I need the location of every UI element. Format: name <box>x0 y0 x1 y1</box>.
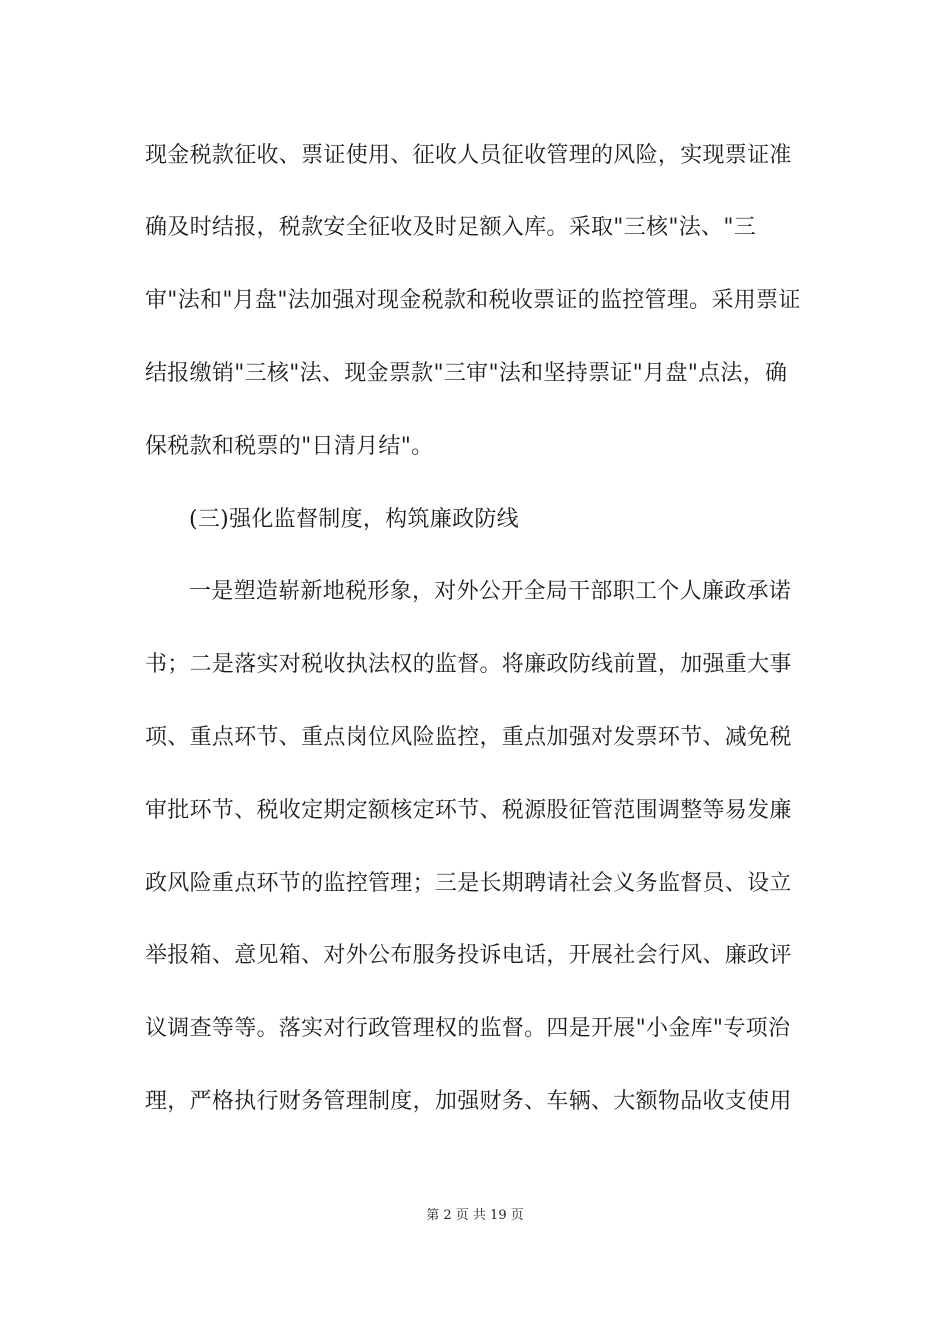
body-text-line: 结报缴销"三核"法、现金票款"三审"法和坚持票证"月盘"点法，确 <box>145 361 788 386</box>
body-text-line: 审批环节、税收定期定额核定环节、税源股征管范围调整等易发廉 <box>145 798 792 823</box>
body-text-line: 审"法和"月盘"法加强对现金税款和税收票证的监控管理。采用票证 <box>145 288 801 313</box>
body-text-line: 政风险重点环节的监控管理；三是长期聘请社会义务监督员、设立 <box>145 871 792 896</box>
body-text-line: 保税款和税票的"日清月结"。 <box>145 434 434 459</box>
body-text-line: 议调查等等。落实对行政管理权的监督。四是开展"小金库"专项治 <box>145 1016 791 1041</box>
page-number-footer: 第 2 页 共 19 页 <box>426 1208 524 1223</box>
body-text-line: 确及时结报，税款安全征收及时足额入库。采取"三核"法、"三 <box>145 215 757 240</box>
body-text-line: 一是塑造崭新地税形象，对外公开全局干部职工个人廉政承诺 <box>189 579 792 604</box>
section-heading: (三)强化监督制度，构筑廉政防线 <box>189 507 519 532</box>
body-text-line: 理，严格执行财务管理制度，加强财务、车辆、大额物品收支使用 <box>145 1089 792 1114</box>
body-text-line: 项、重点环节、重点岗位风险监控，重点加强对发票环节、减免税 <box>145 725 792 750</box>
body-text-line: 书；二是落实对税收执法权的监督。将廉政防线前置，加强重大事 <box>145 652 792 677</box>
body-text-line: 举报箱、意见箱、对外公布服务投诉电话，开展社会行风、廉政评 <box>145 943 792 968</box>
body-text-line: 现金税款征收、票证使用、征收人员征收管理的风险，实现票证准 <box>145 143 792 168</box>
